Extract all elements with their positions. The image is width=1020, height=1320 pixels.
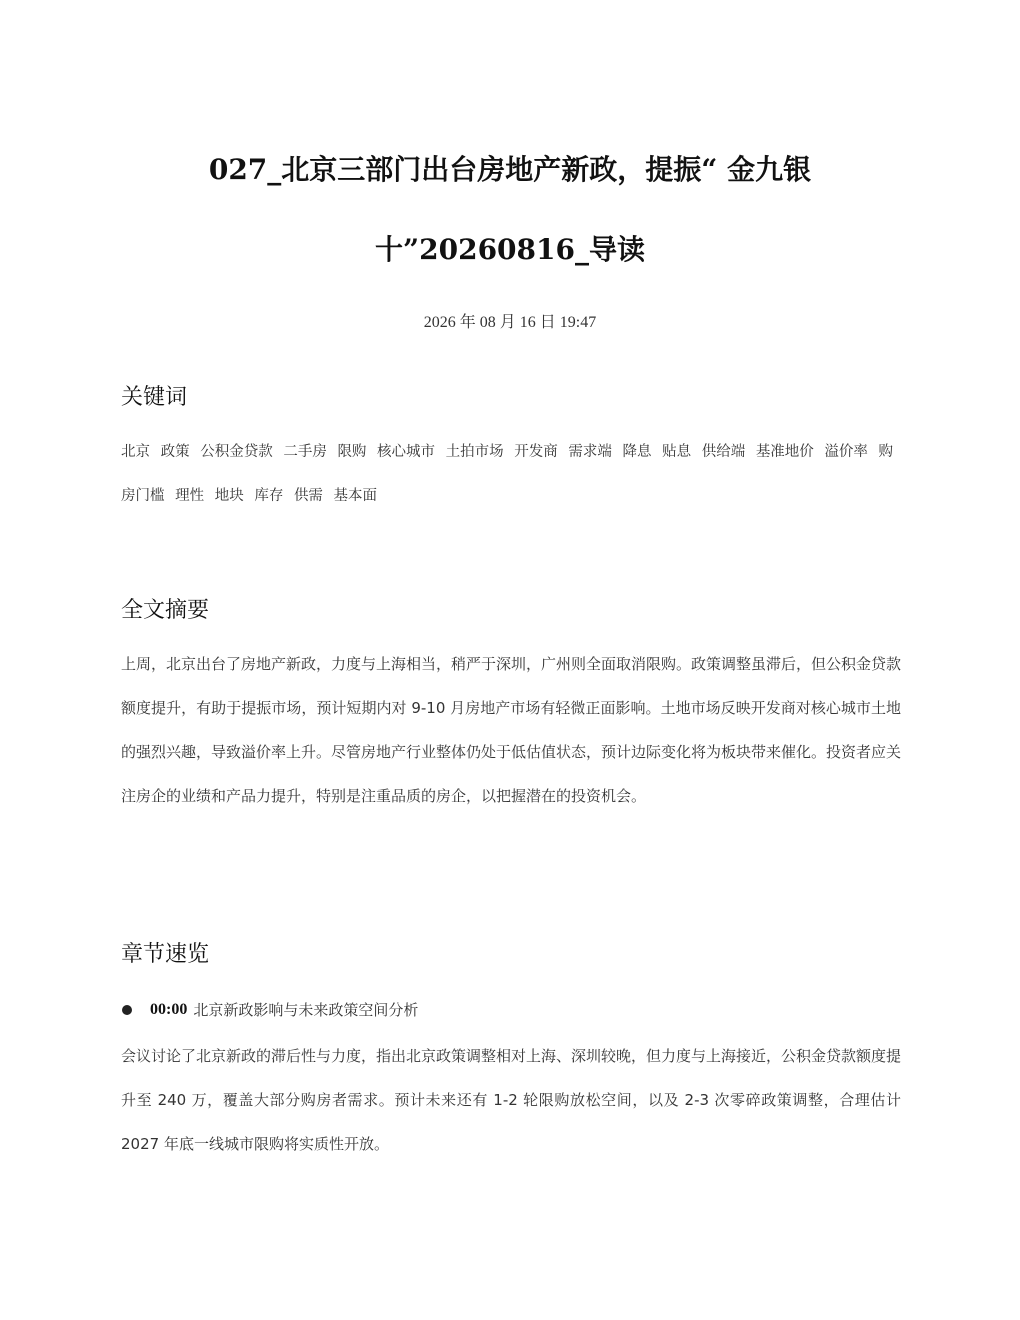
keyword-item: 北京 <box>121 444 150 460</box>
keyword-item: 核心城市 <box>377 444 436 460</box>
keyword-item: 贴息 <box>662 444 692 460</box>
chapter-item <box>121 997 901 1023</box>
keywords-list <box>121 430 901 518</box>
bullet-icon <box>122 1005 132 1015</box>
keyword-item: 供需 <box>293 488 323 504</box>
keyword-item: 基本面 <box>333 488 378 504</box>
document-date: 2026 年 08 月 16 日 19:47 <box>423 314 597 331</box>
keyword-item: 土拍市场 <box>445 444 504 460</box>
keyword-item: 限购 <box>337 444 367 460</box>
keyword-item: 公积金贷款 <box>200 444 273 460</box>
chapter-title: 北京新政影响与未来政策空间分析 <box>193 1001 419 1019</box>
keyword-item: 降息 <box>622 444 652 460</box>
chapter-description: 会议讨论了北京新政的滞后性与力度，指出北京政策调整相对上海、深圳较晚，但力度与上海接近，公积金贷款额度提升至 240 万，覆盖大部分购房者需求。预计未来还有 1-2 轮限购放松空间，以及 2-3 次零碎政策调整，合理估计 2027 年底一线城市限购将实质性开放。 <box>121 1047 902 1153</box>
chapters-heading: 章节速览 <box>121 942 210 967</box>
keyword-item: 基准地价 <box>755 444 814 460</box>
keyword-item: 理性 <box>175 488 205 504</box>
keyword-item: 库存 <box>254 488 284 504</box>
document-title-line-2: 十”20260816_导读 <box>375 233 645 266</box>
keyword-item: 政策 <box>160 444 190 460</box>
keyword-item: 二手房 <box>283 444 327 460</box>
keywords-heading: 关键词 <box>121 385 188 410</box>
keyword-item: 地块 <box>214 488 244 504</box>
chapter-timestamp: 00:00 <box>150 1001 188 1018</box>
keyword-item: 购房门槛 <box>121 444 894 504</box>
summary-heading: 全文摘要 <box>121 598 210 623</box>
keyword-item: 需求端 <box>568 444 612 460</box>
keyword-item: 溢价率 <box>824 444 868 460</box>
summary-paragraph: 上周，北京出台了房地产新政，力度与上海相当，稍严于深圳，广州则全面取消限购。政策调整虽滞后，但公积金贷款额度提升，有助于提振市场，预计短期内对 9-10 月房地产市场有轻微正面影响。土地市场反映开发商对核心城市土地的强烈兴趣，导致溢价率上升。尽管房地产行业整体仍处于低估值状态，预计边际变化将为板块带来催化。投资者应关注房企的业绩和产品力提升，特别是注重品质的房企，以把握潜在的投资机会。 <box>121 655 902 805</box>
keyword-item: 开发商 <box>514 444 558 460</box>
keyword-item: 供给端 <box>701 444 746 460</box>
document-title-line-1: 027_北京三部门出台房地产新政，提振“ 金九银 <box>208 153 812 186</box>
